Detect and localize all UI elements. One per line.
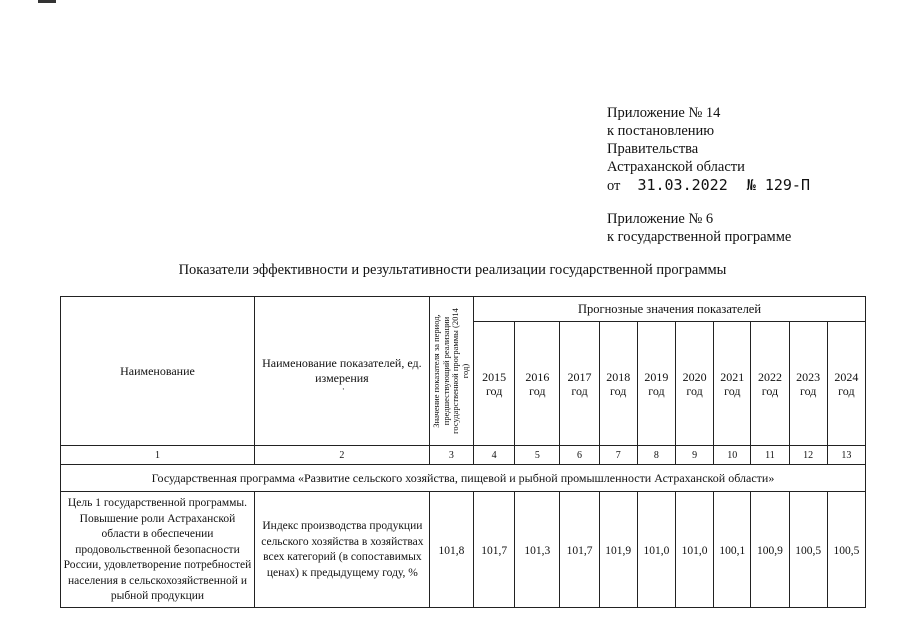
attachment-line: Правительства — [607, 141, 699, 157]
year-label: 2019 — [644, 369, 669, 384]
value-cell: 100,1 — [714, 492, 751, 608]
year-label: 2021 — [720, 369, 745, 384]
year-header — [827, 322, 865, 446]
year-unit: год — [571, 383, 588, 398]
value-cell: 101,7 — [560, 492, 599, 608]
table-row — [61, 492, 866, 608]
year-unit: год — [485, 383, 503, 398]
year-label: 2020 — [682, 369, 707, 384]
column-number: 12 — [789, 446, 827, 465]
column-number: 5 — [515, 446, 560, 465]
year-unit: год — [799, 383, 817, 398]
header-indicator-mark: · — [341, 384, 345, 394]
year-header — [599, 322, 637, 446]
date-prefix: от — [607, 178, 621, 194]
year-label: 2023 — [796, 369, 821, 384]
goal-cell: Цель 1 государственной программы. Повышение роли Астраханской области в обеспечении продовольственной безопасности России, удовлетворение потребностей населения в сельскохозяйственной и рыбной продукции — [61, 492, 255, 608]
year-header — [714, 322, 751, 446]
year-label: 2024 — [834, 369, 859, 384]
column-numbers-row — [61, 446, 866, 465]
decree-number: № 129-П — [746, 176, 810, 194]
year-header — [474, 322, 515, 446]
indicators-table — [60, 296, 866, 608]
header-indicator-label: Наименование показателей, ед. измерения — [262, 356, 422, 385]
year-unit: год — [838, 383, 855, 398]
header-name: Наименование — [61, 297, 255, 446]
attachment-line: к постановлению — [607, 123, 715, 139]
value-cell: 100,9 — [751, 492, 789, 608]
program-title-row: Государственная программа «Развитие сельского хозяйства, пищевой и рыбной промышленности Астраханской области» — [61, 465, 866, 492]
value-cell: 101,8 — [429, 492, 473, 608]
scan-corner-mark — [38, 0, 56, 3]
attachment-previous-block — [607, 210, 791, 246]
value-cell: 101,0 — [637, 492, 675, 608]
column-number: 13 — [827, 446, 865, 465]
year-unit: год — [686, 383, 703, 398]
year-header — [751, 322, 789, 446]
header-base-value-label: Значение показателя за период, предшествующий реализации государственной программы (2014 год) — [431, 308, 470, 434]
column-number: 7 — [599, 446, 637, 465]
year-header — [560, 322, 599, 446]
year-header — [676, 322, 714, 446]
year-label: 2018 — [606, 369, 631, 384]
column-number: 4 — [474, 446, 515, 465]
decree-date-line — [607, 176, 810, 195]
attachment-line: Астраханской области — [607, 159, 745, 175]
attachment-line: к государственной программе — [607, 229, 792, 245]
year-unit: год — [610, 383, 627, 398]
attachment-current-block — [607, 104, 810, 195]
year-header — [789, 322, 827, 446]
attachment-line: Приложение № 6 — [607, 211, 714, 227]
value-cell: 100,5 — [827, 492, 865, 608]
decree-date: 31.03.2022 — [637, 176, 728, 194]
header-indicator — [254, 297, 429, 446]
column-number: 1 — [61, 446, 255, 465]
year-header — [515, 322, 560, 446]
year-unit: год — [529, 383, 546, 398]
year-unit: год — [648, 383, 665, 398]
year-header — [637, 322, 675, 446]
year-unit: год — [724, 383, 741, 398]
value-cell: 101,3 — [515, 492, 560, 608]
attachment-line: Приложение № 14 — [607, 105, 721, 121]
document-title: Показатели эффективности и результативности реализации государственной программы — [178, 262, 727, 278]
year-unit: год — [761, 383, 779, 398]
indicator-cell: Индекс производства продукции сельского хозяйства в хозяйствах всех категорий (в сопоставимых ценах) к предыдущему году, % — [254, 492, 429, 608]
column-number: 3 — [429, 446, 473, 465]
year-label: 2017 — [567, 369, 592, 384]
header-forecast: Прогнозные значения показателей — [474, 297, 866, 322]
year-label: 2022 — [757, 369, 782, 384]
header-base-value — [429, 297, 473, 446]
value-cell: 101,7 — [474, 492, 515, 608]
column-number: 2 — [254, 446, 429, 465]
column-number: 10 — [714, 446, 751, 465]
column-number: 9 — [676, 446, 714, 465]
year-label: 2016 — [525, 369, 550, 384]
column-number: 11 — [751, 446, 789, 465]
column-number: 8 — [637, 446, 675, 465]
value-cell: 101,9 — [599, 492, 637, 608]
column-number: 6 — [560, 446, 599, 465]
value-cell: 101,0 — [676, 492, 714, 608]
value-cell: 100,5 — [789, 492, 827, 608]
year-label: 2015 — [482, 369, 507, 384]
